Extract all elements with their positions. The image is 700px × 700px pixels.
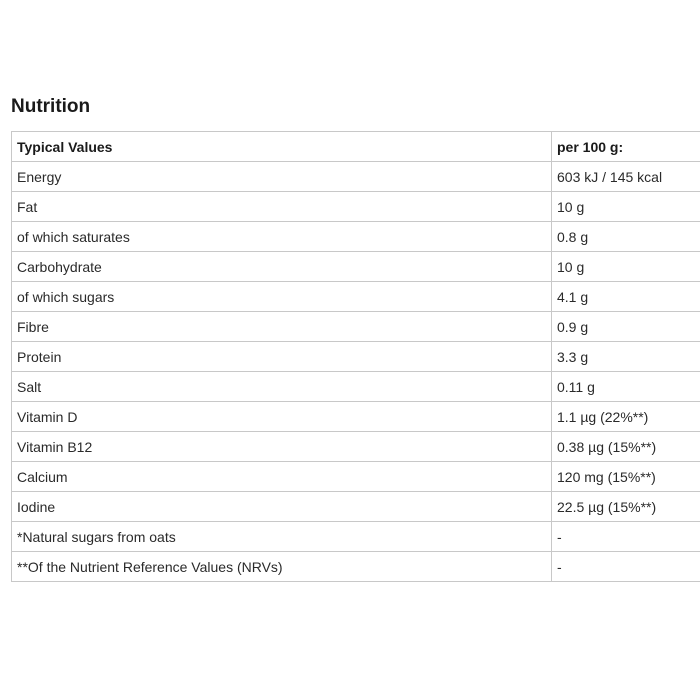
table-row [12,162,700,192]
nutrient-value: 4.1 g [552,282,700,312]
table-row [12,342,700,372]
nutrient-label: Vitamin D [12,402,552,432]
header-per-100g: per 100 g: [552,132,700,162]
nutrient-label: of which sugars [12,282,552,312]
nutrient-value: 0.11 g [552,372,700,402]
footnote-value: - [552,552,700,582]
nutrient-value: 0.8 g [552,222,700,252]
table-row [12,552,700,582]
table-row [12,402,700,432]
table-row [12,192,700,222]
footnote-value: - [552,522,700,552]
nutrient-label: Energy [12,162,552,192]
nutrient-label: Protein [12,342,552,372]
nutrient-value: 0.38 µg (15%**) [552,432,700,462]
nutrient-value: 22.5 µg (15%**) [552,492,700,522]
nutrient-value: 603 kJ / 145 kcal [552,162,700,192]
nutrient-label: Iodine [12,492,552,522]
table-row [12,372,700,402]
nutrient-value: 10 g [552,252,700,282]
nutrient-label: Carbohydrate [12,252,552,282]
nutrient-label: Salt [12,372,552,402]
footnote-label: *Natural sugars from oats [12,522,552,552]
table-header-row [12,132,700,162]
nutrient-label: Fat [12,192,552,222]
nutrient-value: 120 mg (15%**) [552,462,700,492]
nutrient-label: Calcium [12,462,552,492]
table-row [12,252,700,282]
table-row [12,312,700,342]
nutrition-table [11,131,700,582]
table-row [12,222,700,252]
nutrient-value: 1.1 µg (22%**) [552,402,700,432]
table-row [12,522,700,552]
nutrient-label: of which saturates [12,222,552,252]
table-row [12,282,700,312]
nutrient-value: 0.9 g [552,312,700,342]
section-title: Nutrition [11,96,91,117]
nutrient-label: Fibre [12,312,552,342]
table-row [12,432,700,462]
footnote-label: **Of the Nutrient Reference Values (NRVs) [12,552,552,582]
nutrient-value: 3.3 g [552,342,700,372]
table-row [12,492,700,522]
nutrient-label: Vitamin B12 [12,432,552,462]
table-row [12,462,700,492]
nutrient-value: 10 g [552,192,700,222]
header-typical-values: Typical Values [12,132,552,162]
